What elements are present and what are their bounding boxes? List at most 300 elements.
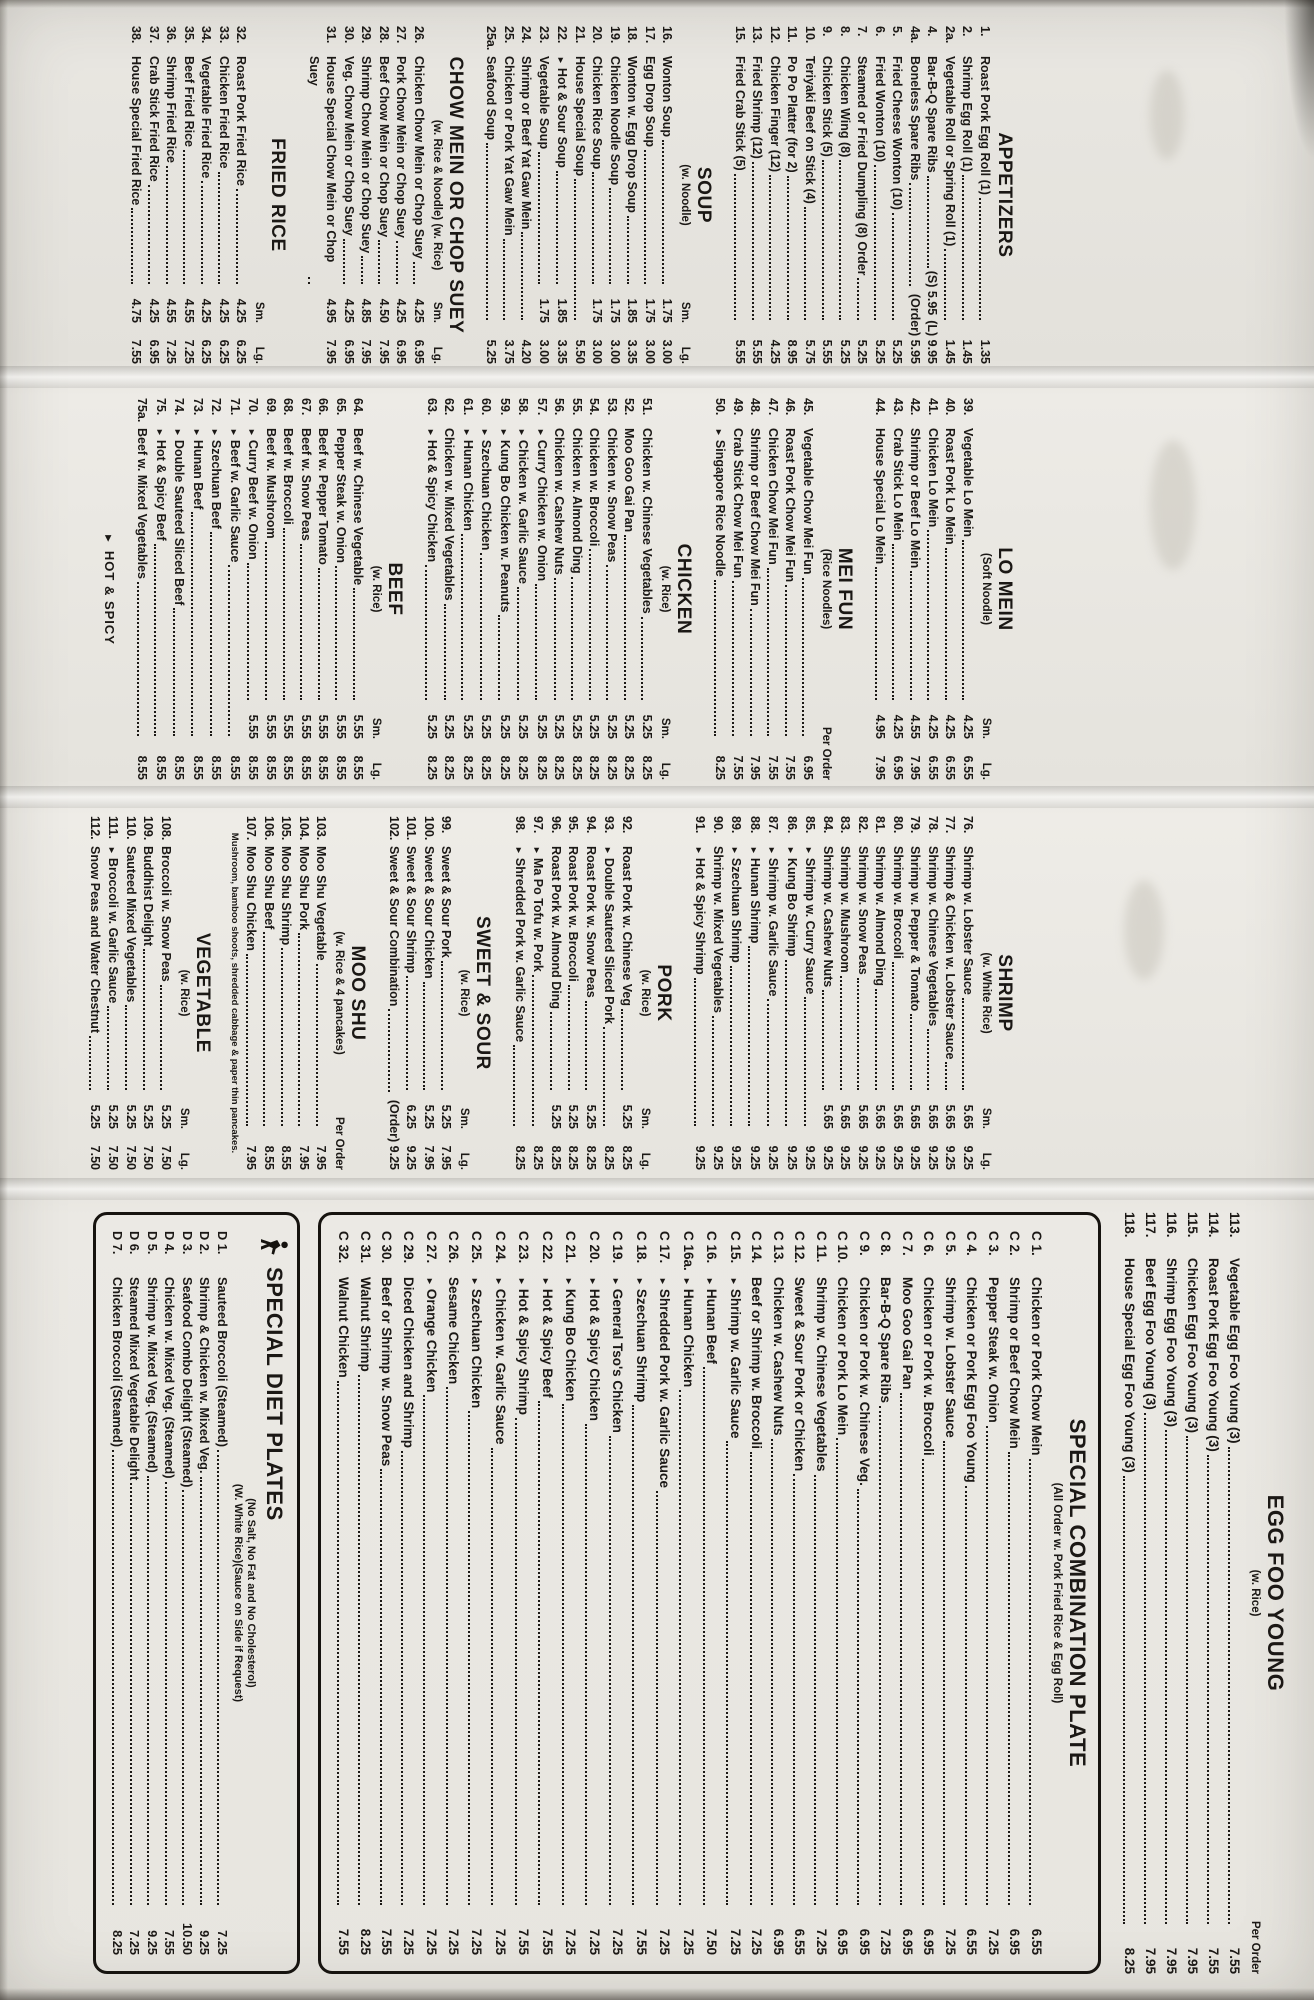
dot-leader: [963, 540, 965, 700]
menu-item: [398, 1231, 420, 1955]
dot-leader: [396, 241, 398, 284]
price-large: 8.25: [516, 755, 531, 780]
menu-item: [151, 398, 170, 780]
price-large: 8.55: [228, 755, 242, 780]
dot-leader: [750, 1452, 752, 1905]
price-large: (Order) 9.25: [387, 1099, 401, 1170]
menu-item: [854, 816, 872, 1170]
col-small-label: Sm.: [253, 301, 266, 323]
item-number: 76.: [961, 816, 975, 834]
price-small: 5.25: [620, 1104, 634, 1129]
price-small: 1.75: [608, 298, 622, 323]
item-name: House Special Soup: [573, 56, 587, 177]
item-number: 90.: [711, 816, 725, 834]
menu-item: [959, 398, 977, 780]
menu-item: [242, 816, 260, 1170]
col-small-label: Sm.: [980, 1107, 992, 1129]
price-large: 7.25: [657, 1928, 673, 1955]
price-large: 8.55: [279, 1145, 294, 1170]
hot-spicy-icon: ►: [786, 846, 796, 855]
item-name: ►Broccoli w. Garlic Sauce: [106, 846, 121, 1004]
dot-leader: [165, 1482, 167, 1906]
item-name: Beef w. Snow Peas: [299, 428, 313, 541]
price-large: 8.55: [316, 755, 331, 780]
item-number: 29.: [359, 26, 374, 44]
item-number: 32.: [234, 26, 249, 44]
menu-item: [941, 816, 959, 1170]
menu-item: [511, 1231, 535, 1955]
menu-item: [260, 816, 278, 1170]
menu-item: [262, 398, 280, 780]
section-title: VEGETABLE: [192, 932, 213, 1054]
price-small: 4.85: [359, 298, 374, 323]
menu-item: [196, 1231, 214, 1955]
price-column-headers: [657, 698, 672, 780]
price-large: 7.50: [704, 1928, 720, 1955]
price-small: 5.25: [422, 1104, 436, 1129]
hot-spicy-icon: ►: [635, 1277, 645, 1286]
section-subtitle: (w. Rice): [639, 969, 651, 1017]
menu-item: [764, 398, 782, 780]
price-large: 9.25: [873, 1145, 888, 1170]
section-appetizers: [731, 26, 1017, 364]
item-name: Chicken Egg Foo Young (3): [1185, 1258, 1200, 1433]
item-number: C 1.: [1029, 1231, 1044, 1256]
item-number: 108.: [159, 816, 173, 841]
menu-item: [437, 816, 455, 1170]
dot-leader: [130, 1483, 132, 1905]
hot-spicy-icon: ►: [102, 533, 114, 545]
dot-leader: [750, 609, 752, 736]
price-large: 7.25: [424, 1928, 440, 1955]
item-number: 74.: [172, 398, 187, 416]
menu-item: [510, 816, 529, 1170]
section-chicken: [422, 398, 696, 780]
item-name: Moo Shu Shrimp: [279, 846, 294, 946]
dot-leader: [562, 1404, 564, 1905]
menu-item: [103, 816, 122, 1170]
price-large: 8.25: [425, 755, 439, 780]
item-number: 28.: [377, 26, 391, 44]
col-small-label: Sm.: [431, 301, 443, 323]
dot-leader: [380, 1469, 382, 1905]
price-column-headers: [252, 282, 267, 364]
item-number: 101.: [404, 816, 419, 841]
dot-leader: [879, 1406, 881, 1905]
item-number: 21.: [573, 26, 587, 44]
item-number: 53.: [605, 398, 619, 416]
menu-item: [652, 1231, 676, 1955]
dot-leader: [965, 1486, 967, 1905]
item-number: 78.: [926, 816, 940, 834]
item-number: C 14.: [749, 1231, 765, 1264]
price-large: (Order) 5.95: [908, 293, 922, 364]
dot-leader: [840, 976, 842, 1090]
dot-leader: [927, 176, 929, 268]
menu-item: [1203, 1212, 1224, 1974]
item-number: 107.: [244, 816, 259, 841]
price-large: 8.55: [264, 755, 278, 780]
item-name: Seafood Combo Delight (Steamed): [180, 1277, 195, 1488]
item-number: 113.: [1227, 1212, 1242, 1238]
price-small: 5.25: [141, 1104, 156, 1129]
item-number: 1.: [978, 26, 992, 37]
dot-leader: [910, 1014, 912, 1090]
dot-leader: [823, 990, 825, 1090]
price-large: 3.35: [555, 339, 570, 364]
price-small: 5.25: [159, 1104, 173, 1129]
item-number: 92.: [620, 816, 634, 834]
price-large: 8.25: [1122, 1947, 1137, 1974]
item-number: 26.: [412, 26, 426, 44]
price-small: 5.25: [461, 714, 475, 739]
item-name: ►Curry Beef w. Onion: [246, 428, 261, 560]
item-name: Teriyaki Beef on Stick (4): [803, 56, 817, 204]
item-number: 111.: [106, 816, 121, 839]
price-large: 7.25: [215, 1930, 230, 1955]
item-number: 72.: [209, 398, 224, 416]
dot-leader: [423, 1395, 425, 1905]
section-title: BEEF: [384, 562, 406, 616]
section-soup: [482, 26, 716, 364]
item-number: 36.: [164, 26, 179, 44]
menu-item: [145, 26, 163, 364]
dot-leader: [1207, 1455, 1209, 1924]
item-number: 115.: [1185, 1212, 1200, 1238]
item-number: 54.: [587, 398, 602, 416]
item-name: Chicken or Pork Lo Mein: [835, 1277, 851, 1436]
price-large: 9.25: [926, 1145, 940, 1170]
item-name: Beef w. Mixed Vegetables: [135, 428, 150, 579]
item-number: 45.: [801, 398, 815, 416]
price-large: 7.55: [1227, 1947, 1242, 1974]
dot-leader: [447, 1387, 449, 1905]
dot-leader: [499, 615, 501, 700]
item-number: 7.: [855, 26, 870, 37]
item-number: 18.: [625, 26, 640, 44]
menu-item: [402, 816, 420, 1170]
section-subheader: [429, 26, 444, 364]
dot-leader: [575, 179, 577, 320]
item-name: Fried Shrimp (12): [750, 56, 765, 159]
item-number: 24.: [519, 26, 534, 44]
price-column-headers: [457, 1088, 472, 1170]
item-number: 23.: [537, 26, 551, 44]
price-small: 4.25: [342, 298, 356, 323]
dot-leader: [694, 978, 696, 1126]
special-combination-plate-box: [318, 1212, 1101, 1974]
item-number: D 1.: [215, 1231, 230, 1255]
price-large: 9.25: [821, 1145, 835, 1170]
section-subtitle: (w. White Rice): [980, 952, 992, 1034]
price-large: 6.95: [342, 339, 356, 364]
item-name: ►Beef w. Garlic Sauce: [228, 428, 242, 563]
section-subheader: [252, 26, 267, 364]
menu-item: [500, 26, 518, 364]
item-number: 66.: [316, 398, 331, 416]
price-large: 7.95: [748, 755, 763, 780]
price-large: 6.95: [1007, 1928, 1023, 1955]
price-small: 5.25: [442, 714, 457, 739]
menu-item: [871, 398, 889, 780]
item-name: ►Szechuan Beef: [209, 428, 224, 529]
item-name: Roast Pork w. Broccoli: [566, 846, 581, 982]
menu-item: [443, 1231, 465, 1955]
dot-leader: [703, 1367, 705, 1905]
item-number: 43.: [891, 398, 905, 416]
item-list: [133, 398, 367, 780]
menu-item: [819, 816, 837, 1170]
price-large: 3.35: [625, 339, 640, 364]
dot-leader: [945, 548, 947, 700]
menu-item: [314, 398, 332, 780]
dot-leader: [803, 578, 805, 736]
menu-item: [179, 1231, 197, 1955]
item-name: Chicken w. Cashew Nuts: [552, 428, 567, 575]
price-small: 5.65: [838, 1104, 853, 1129]
dot-leader: [281, 948, 283, 1126]
dot-leader: [492, 1448, 494, 1906]
dot-leader: [893, 544, 895, 700]
col-large-label: Lg.: [980, 762, 992, 780]
item-name: Roast Pork Egg Roll (1): [978, 56, 992, 195]
item-number: 75.: [154, 398, 168, 416]
menu-item: [723, 1231, 747, 1955]
price-large: 3.75: [502, 339, 516, 364]
price-small: 5.65: [961, 1104, 975, 1129]
dot-leader: [928, 530, 930, 700]
item-number: 4a.: [908, 26, 922, 44]
price-large: 6.55: [926, 755, 940, 780]
item-number: 42.: [908, 398, 923, 416]
menu-item: [279, 398, 297, 780]
item-number: C 17.: [657, 1231, 673, 1264]
menu-item: [550, 398, 568, 780]
price-small: 4.25: [394, 298, 409, 323]
item-number: 81.: [873, 816, 888, 834]
price-large: 9.25: [891, 1145, 905, 1170]
price-large: 8.25: [587, 755, 602, 780]
price-large: 9.25: [729, 1145, 744, 1170]
price-large: 3.00: [537, 339, 551, 364]
item-name: Shrimp w. Mushroom: [838, 846, 853, 973]
price-small: 5.25: [605, 714, 619, 739]
price-large: 7.55: [540, 1928, 555, 1955]
price-small: 5.65: [943, 1104, 958, 1129]
item-number: D 7.: [110, 1231, 125, 1255]
dot-leader: [624, 535, 626, 700]
item-name: Chicken Noodle Soup: [608, 56, 622, 186]
item-number: 77.: [943, 816, 958, 834]
dot-leader: [192, 512, 194, 736]
item-list: [86, 816, 175, 1170]
menu-item: [1119, 1212, 1140, 1974]
dot-leader: [910, 183, 912, 285]
dot-leader: [987, 1426, 989, 1905]
price-large: 5.25: [838, 339, 852, 364]
price-small: 5.25: [640, 714, 654, 739]
menu-item: [658, 26, 676, 364]
price-large: 9.25: [404, 1145, 419, 1170]
per-order-label: Per Order: [820, 726, 832, 780]
dot-leader: [928, 1029, 930, 1090]
item-name: ►Hot & Spicy Beef: [540, 1277, 555, 1398]
section-fried-rice: [127, 26, 290, 364]
price-large: 8.25: [552, 755, 567, 780]
item-name: Shrimp & Chicken w. Mixed Veg.: [197, 1277, 213, 1474]
menu-item: [349, 398, 367, 780]
price-large: 7.55: [129, 339, 144, 364]
price-small: 5.55: [281, 714, 296, 739]
dot-leader: [504, 239, 506, 320]
price-small: 5.25: [479, 714, 494, 739]
item-name: Beef Egg Foo Young (3): [1143, 1258, 1158, 1410]
price-large: 7.50: [141, 1145, 156, 1170]
price-small: 5.25: [622, 714, 637, 739]
menu-item: [488, 1231, 512, 1955]
price-large: 4.20: [519, 339, 534, 364]
section-subtitle: (w. Rice): [458, 969, 471, 1017]
item-name: Shrimp or Beef Yat Gaw Mein: [519, 56, 534, 230]
section-subheader: [176, 816, 191, 1170]
item-name: ►Kung Bo Chicken w. Peanuts: [498, 428, 512, 613]
item-name: ►Ma Po Tofu w. Pork: [531, 846, 546, 972]
item-name: Wonton w. Egg Drop Soup: [625, 56, 640, 213]
price-large: 8.55: [334, 755, 348, 780]
price-large: 3.00: [660, 339, 675, 364]
menu-item: [357, 26, 375, 364]
dot-leader: [161, 985, 163, 1090]
item-number: 83.: [838, 816, 853, 834]
hot-spicy-icon: ►: [729, 1277, 739, 1286]
item-name: Shrimp or Beef Lo Mein: [908, 428, 923, 569]
price-large: 6.95: [801, 755, 815, 780]
price-small: 5.55: [264, 714, 278, 739]
item-list: [127, 26, 250, 364]
price-small: 4.25: [217, 298, 231, 323]
menu-item: [800, 816, 819, 1170]
price-small: 4.25: [199, 298, 214, 323]
hot-spicy-icon: ►: [192, 428, 202, 437]
item-number: 8.: [838, 26, 852, 37]
menu-item: [1026, 1231, 1048, 1955]
section-subheader: [678, 26, 693, 364]
dot-leader: [875, 989, 877, 1090]
price-large: 8.25: [498, 755, 512, 780]
col-small-label: Sm.: [659, 717, 671, 739]
section-title: MOO SHU: [347, 945, 369, 1041]
item-name: ►Szechuan Chicken: [479, 428, 494, 551]
price-small: 5.25: [516, 714, 531, 739]
menu-item: [710, 398, 729, 780]
col-small-label: Sm.: [370, 717, 383, 739]
dot-leader: [609, 1436, 611, 1905]
section-title: SHRIMP: [994, 954, 1015, 1032]
hot-spicy-icon: ►: [470, 1277, 481, 1286]
col-large-label: Lg.: [980, 1152, 992, 1170]
dot-leader: [633, 1405, 635, 1905]
price-large: 4.25: [768, 339, 782, 364]
item-name: Shrimp or Beef Chow Mein: [1007, 1277, 1023, 1449]
dot-leader: [1186, 1436, 1188, 1924]
item-name: ►Shredded Pork w. Garlic Sauce: [657, 1277, 673, 1488]
price-small: 5.25: [88, 1104, 102, 1129]
dot-leader: [336, 566, 338, 700]
item-name: Chicken or Pork Yat Gaw Mein: [502, 56, 516, 236]
dot-leader: [301, 544, 303, 700]
dot-leader: [143, 949, 145, 1090]
item-number: 6.: [873, 26, 887, 37]
item-name: Pepper Steak w. Onion: [986, 1277, 1001, 1423]
item-number: 16.: [660, 26, 675, 44]
item-number: 95.: [566, 816, 581, 834]
item-number: 35.: [182, 26, 196, 44]
price-small: 5.25: [425, 714, 439, 739]
dot-leader: [858, 978, 860, 1090]
dot-leader: [1030, 1459, 1032, 1905]
section-subheader: [818, 398, 833, 780]
item-number: C 22.: [540, 1231, 555, 1264]
item-list: [710, 398, 816, 780]
menu-item: [1004, 1231, 1026, 1955]
item-name: Vegetable Roll or Spring Roll (1): [943, 56, 957, 247]
hot-spicy-icon: ►: [588, 1277, 598, 1286]
price-large: 5.25: [855, 339, 870, 364]
menu-item: [801, 26, 819, 364]
item-number: C 10.: [835, 1231, 851, 1264]
price-large: 8.55: [135, 755, 150, 780]
item-number: D 4.: [162, 1231, 178, 1255]
item-number: 4.: [925, 26, 940, 37]
item-list: [242, 816, 330, 1170]
price-large: 7.95: [439, 1145, 454, 1170]
dot-leader: [893, 962, 895, 1090]
dot-leader: [126, 1005, 128, 1090]
dot-leader: [786, 960, 788, 1126]
item-list: [109, 1231, 232, 1955]
dot-leader: [218, 1450, 220, 1905]
item-name: Pork Chow Mein or Chop Suey: [394, 56, 409, 238]
dot-leader: [444, 604, 446, 700]
item-list: [690, 816, 976, 1170]
item-number: 87.: [766, 816, 781, 834]
menu-item: [836, 26, 854, 364]
section-sweet-sour: [385, 816, 495, 1170]
price-small: 5.25: [439, 1104, 454, 1129]
item-name: Chicken w. Snow Peas: [605, 428, 619, 563]
price-small: 1.75: [643, 298, 657, 323]
price-large: 7.25: [446, 1928, 461, 1955]
menu-item: [620, 398, 638, 780]
item-name: Moo Shu Chicken: [244, 846, 259, 951]
price-large: 8.25: [566, 1145, 581, 1170]
item-number: 80.: [891, 816, 905, 834]
item-name: ►Hunan Shrimp: [748, 846, 762, 944]
price-small: 6.25: [404, 1104, 419, 1129]
price-column-headers: [176, 1088, 191, 1170]
price-large: 8.25: [549, 1145, 563, 1170]
section-subheader: [1247, 1212, 1262, 1974]
dot-leader: [219, 172, 221, 284]
dot-leader: [90, 1036, 92, 1090]
item-number: 106.: [262, 816, 276, 841]
menu-item: [623, 26, 641, 364]
dot-leader: [210, 532, 212, 736]
dot-leader: [539, 1401, 541, 1905]
price-small: 5.25: [566, 1104, 581, 1129]
dot-leader: [793, 1474, 795, 1905]
price-large: 9.25: [943, 1145, 958, 1170]
